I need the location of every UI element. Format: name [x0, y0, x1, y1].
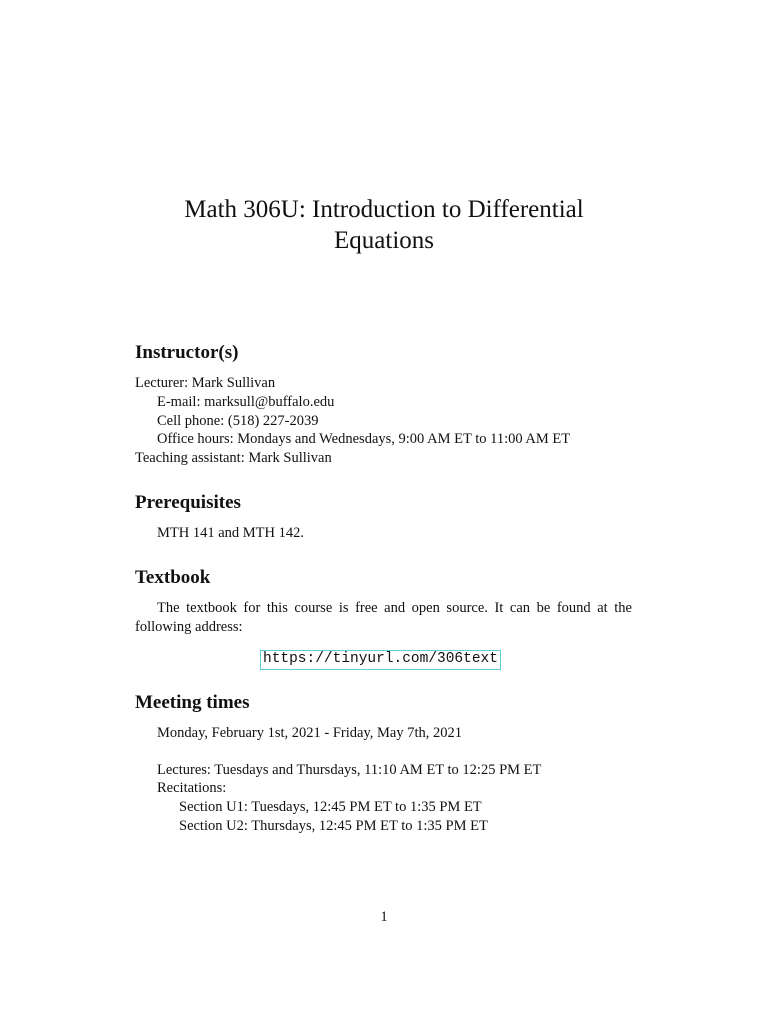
recitations-label: Recitations: — [157, 780, 227, 796]
email-line: E-mail: marksull@buffalo.edu — [157, 394, 335, 410]
prerequisites-text: MTH 141 and MTH 142. — [157, 525, 305, 541]
date-range-line: Monday, February 1st, 2021 - Friday, May 7th, 2021 — [157, 725, 463, 741]
page-title — [134, 194, 634, 256]
page-number: 1 — [380, 909, 388, 925]
meeting-times-heading: Meeting times — [135, 692, 250, 713]
phone-line: Cell phone: (518) 227-2039 — [157, 413, 319, 429]
prerequisites-heading: Prerequisites — [135, 492, 241, 513]
instructors-heading: Instructor(s) — [135, 342, 239, 363]
textbook-heading: Textbook — [135, 567, 211, 588]
lectures-line: Lectures: Tuesdays and Thursdays, 11:10 AM ET to 12:25 PM ET — [157, 762, 542, 778]
title-line-2: Equations — [334, 227, 434, 254]
lecturer-line: Lecturer: Mark Sullivan — [135, 375, 276, 391]
title-line-1: Math 306U: Introduction to Differential — [184, 196, 584, 223]
textbook-url-link[interactable]: https://tinyurl.com/306text — [260, 650, 501, 670]
office-hours-line: Office hours: Mondays and Wednesdays, 9:00 AM ET to 11:00 AM ET — [157, 431, 571, 447]
section-u2-line: Section U2: Thursdays, 12:45 PM ET to 1:35 PM ET — [179, 818, 488, 834]
teaching-assistant-line: Teaching assistant: Mark Sullivan — [135, 450, 332, 466]
section-u1-line: Section U1: Tuesdays, 12:45 PM ET to 1:35 PM ET — [179, 799, 482, 815]
textbook-text: The textbook for this course is free and open source. It can be found at the following address: — [135, 600, 632, 635]
